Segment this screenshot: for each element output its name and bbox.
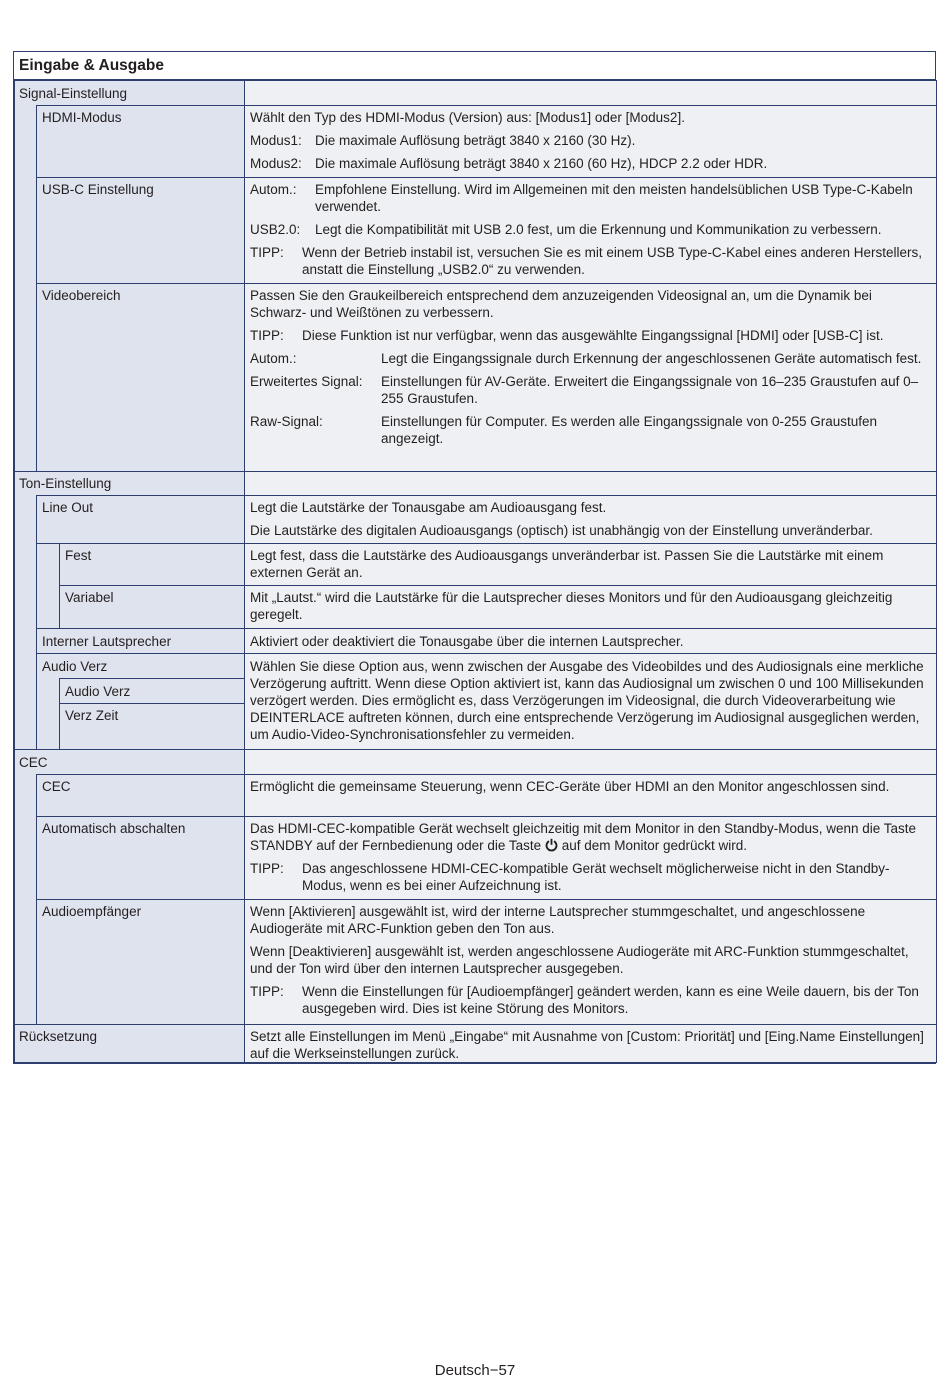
audioverz-label: Audio Verz xyxy=(42,659,108,674)
usbc-cell xyxy=(36,177,245,284)
hdmi-mode-desc xyxy=(244,105,937,178)
hdmi-mode-label: HDMI-Modus xyxy=(42,110,122,125)
fest-desc xyxy=(244,543,937,586)
autooff-label: Automatisch abschalten xyxy=(42,821,186,836)
autooff-text xyxy=(250,820,930,854)
hdmi-mode-cell xyxy=(36,105,245,178)
power-icon xyxy=(545,838,558,852)
variabel-text: Mit „Lautst.“ wird die Lautstärke für die Lautsprecher dieses Monitors und für den Audioausgang gleichzeitig geregelt. xyxy=(250,590,893,622)
audioempf-p1: Wenn [Aktivieren] ausgewählt ist, wird der interne Lautsprecher stummgeschaltet, und angeschlossene Audiogeräte mit ARC-Funktion geben den Ton aus. xyxy=(250,904,866,936)
fest-label: Fest xyxy=(65,548,92,563)
table-body xyxy=(14,80,935,1063)
cec-group-label: CEC xyxy=(19,755,48,770)
video-intro: Passen Sie den Graukeilbereich entsprechend dem anzuzeigenden Videosignal an, um die Dynamik bei Schwarz- und Weißtönen zu verbessern. xyxy=(250,288,872,320)
intern-label: Interner Lautsprecher xyxy=(42,634,172,649)
verzzeit-cell xyxy=(59,703,245,750)
autooff-text-a: Das HDMI-CEC-kompatible Gerät wechselt gleichzeitig mit dem Monitor in den Standby-Modus, wenn die Taste STANDBY auf der Fernbedienung oder die Taste xyxy=(250,821,917,853)
audioverz-desc xyxy=(244,653,937,750)
video-raw-key: Raw-Signal: xyxy=(250,414,323,429)
hdmi-m2-key: Modus2: xyxy=(250,156,302,171)
audioempf-label: Audioempfänger xyxy=(42,904,142,919)
usbc-autom-val: Empfohlene Einstellung. Wird im Allgemeinen mit den meisten handelsüblichen USB Type-C-Kabeln verwendet. xyxy=(315,182,913,214)
audioverz-sub1-label: Audio Verz xyxy=(65,684,131,699)
usbc-label: USB-C Einstellung xyxy=(42,182,154,197)
audioverz-text: Wählen Sie diese Option aus, wenn zwischen der Ausgabe des Videobildes und des Audiosignals eine merkliche Verzögerung auftritt. Wenn diese Option aktiviert ist, kann das Audiosignal um zwischen 0 und 100 Millisekunden verzögert werden. Dies ermöglicht es, dass Verzögerungen im Videosignal, die durch Videoverarbeitung wie DEINTERLACE auftreten können, durch eine entsprechende Verzögerung im Audiosignal ausgeglichen werden, um Audio-Video-Synchronisationsfehler zu vermeiden. xyxy=(250,659,924,742)
cec-group-desc xyxy=(244,749,937,775)
video-autom-val: Legt die Eingangssignale durch Erkennung der angeschlossenen Geräte automatisch fest. xyxy=(381,351,922,366)
reset-text: Setzt alle Einstellungen im Menü „Eingabe“ mit Ausnahme von [Custom: Priorität] und [Eing.Name Einstellungen] auf die Werkseinstellungen zurück. xyxy=(250,1029,924,1061)
video-ext-key: Erweitertes Signal: xyxy=(250,374,363,389)
reset-label: Rücksetzung xyxy=(19,1029,98,1044)
cec-label: CEC xyxy=(42,779,71,794)
reset-cell xyxy=(14,1024,245,1063)
usbc-tipp-val: Wenn der Betrieb instabil ist, versuchen Sie es mit einem USB Type-C-Kabel eines anderen Herstellers, anstatt die Einstellung „USB2.0“ zu verwenden. xyxy=(302,245,923,277)
audioempf-cell xyxy=(36,899,245,1025)
autooff-tipp-val: Das angeschlossene HDMI-CEC-kompatible Gerät wechselt möglicherweise nicht in den Standby-Modus, wenn es bei einer Aufzeichnung ist. xyxy=(302,861,890,893)
videobereich-cell xyxy=(36,283,245,472)
intern-text: Aktiviert oder deaktiviert die Tonausgabe über die internen Lautsprecher. xyxy=(250,634,684,649)
ton-group-label: Ton-Einstellung xyxy=(19,476,112,491)
cec-text: Ermöglicht die gemeinsame Steuerung, wenn CEC-Geräte über HDMI an den Monitor angeschlossen sind. xyxy=(250,779,890,794)
lineout-p1: Legt die Lautstärke der Tonausgabe am Audioausgang fest. xyxy=(250,500,607,515)
hdmi-intro: Wählt den Typ des HDMI-Modus (Version) aus: [Modus1] oder [Modus2]. xyxy=(250,110,685,125)
audioempf-tipp-key: TIPP: xyxy=(250,984,284,999)
usbc-usb2-val: Legt die Kompatibilität mit USB 2.0 fest, um die Erkennung und Kommunikation zu verbessern. xyxy=(315,222,882,237)
signal-group-label: Signal-Einstellung xyxy=(19,86,128,101)
autooff-desc xyxy=(244,816,937,900)
fest-cell xyxy=(59,543,245,586)
audioempf-tipp-val: Wenn die Einstellungen für [Audioempfänger] geändert werden, kann es eine Weile dauern, bis der Ton ausgegeben wird. Dies ist keine Störung des Monitors. xyxy=(302,984,919,1016)
video-ext-val: Einstellungen für AV-Geräte. Erweitert die Eingangssignale von 16–235 Graustufen auf 0–255 Graustufen. xyxy=(381,374,919,406)
variabel-desc xyxy=(244,585,937,629)
verzzeit-label: Verz Zeit xyxy=(65,708,119,723)
video-tipp-val: Diese Funktion ist nur verfügbar, wenn das ausgewählte Eingangssignal [HDMI] oder [USB-C] ist. xyxy=(302,328,884,343)
page-footer: Deutsch−57 xyxy=(434,1362,516,1379)
cec-cell xyxy=(36,774,245,817)
video-tipp-key: TIPP: xyxy=(250,328,284,343)
usbc-usb2-key: USB2.0: xyxy=(250,222,301,237)
usbc-tipp-key: TIPP: xyxy=(250,245,284,260)
video-autom-key: Autom.: xyxy=(250,351,297,366)
settings-table xyxy=(13,51,936,1064)
audioverz-sub1-cell xyxy=(59,678,245,704)
hdmi-m1-key: Modus1: xyxy=(250,133,302,148)
lineout-desc xyxy=(244,495,937,544)
audioempf-desc xyxy=(244,899,937,1025)
signal-group-desc xyxy=(244,80,937,106)
ton-group-desc xyxy=(244,471,937,496)
cec-desc xyxy=(244,774,937,817)
lineout-p2: Die Lautstärke des digitalen Audioausgangs (optisch) ist unabhängig von der Einstellung unveränderbar. xyxy=(250,523,873,538)
videobereich-label: Videobereich xyxy=(42,288,121,303)
audioempf-p2: Wenn [Deaktivieren] ausgewählt ist, werden angeschlossene Audiogeräte mit ARC-Funktion stummgeschaltet, und der Ton wird über den internen Lautsprecher ausgegeben. xyxy=(250,944,909,976)
autooff-tipp-key: TIPP: xyxy=(250,861,284,876)
autooff-cell xyxy=(36,816,245,900)
usbc-desc xyxy=(244,177,937,284)
intern-desc xyxy=(244,628,937,654)
variabel-label: Variabel xyxy=(65,590,114,605)
table-title: Eingabe & Ausgabe xyxy=(14,52,935,80)
reset-desc xyxy=(244,1024,937,1063)
lineout-cell xyxy=(36,495,245,544)
usbc-autom-key: Autom.: xyxy=(250,182,297,197)
hdmi-m2-val: Die maximale Auflösung beträgt 3840 x 2160 (60 Hz), HDCP 2.2 oder HDR. xyxy=(315,156,768,171)
videobereich-desc xyxy=(244,283,937,472)
fest-text: Legt fest, dass die Lautstärke des Audioausgangs unveränderbar ist. Passen Sie die Lautstärke mit einem externen Gerät an. xyxy=(250,548,884,580)
video-raw-val: Einstellungen für Computer. Es werden alle Eingangssignale von 0-255 Graustufen angezeigt. xyxy=(381,414,878,446)
hdmi-m1-val: Die maximale Auflösung beträgt 3840 x 2160 (30 Hz). xyxy=(315,133,636,148)
autooff-text-b: auf dem Monitor gedrückt wird. xyxy=(561,838,748,853)
lineout-label: Line Out xyxy=(42,500,94,515)
intern-cell xyxy=(36,628,245,654)
variabel-cell xyxy=(59,585,245,629)
